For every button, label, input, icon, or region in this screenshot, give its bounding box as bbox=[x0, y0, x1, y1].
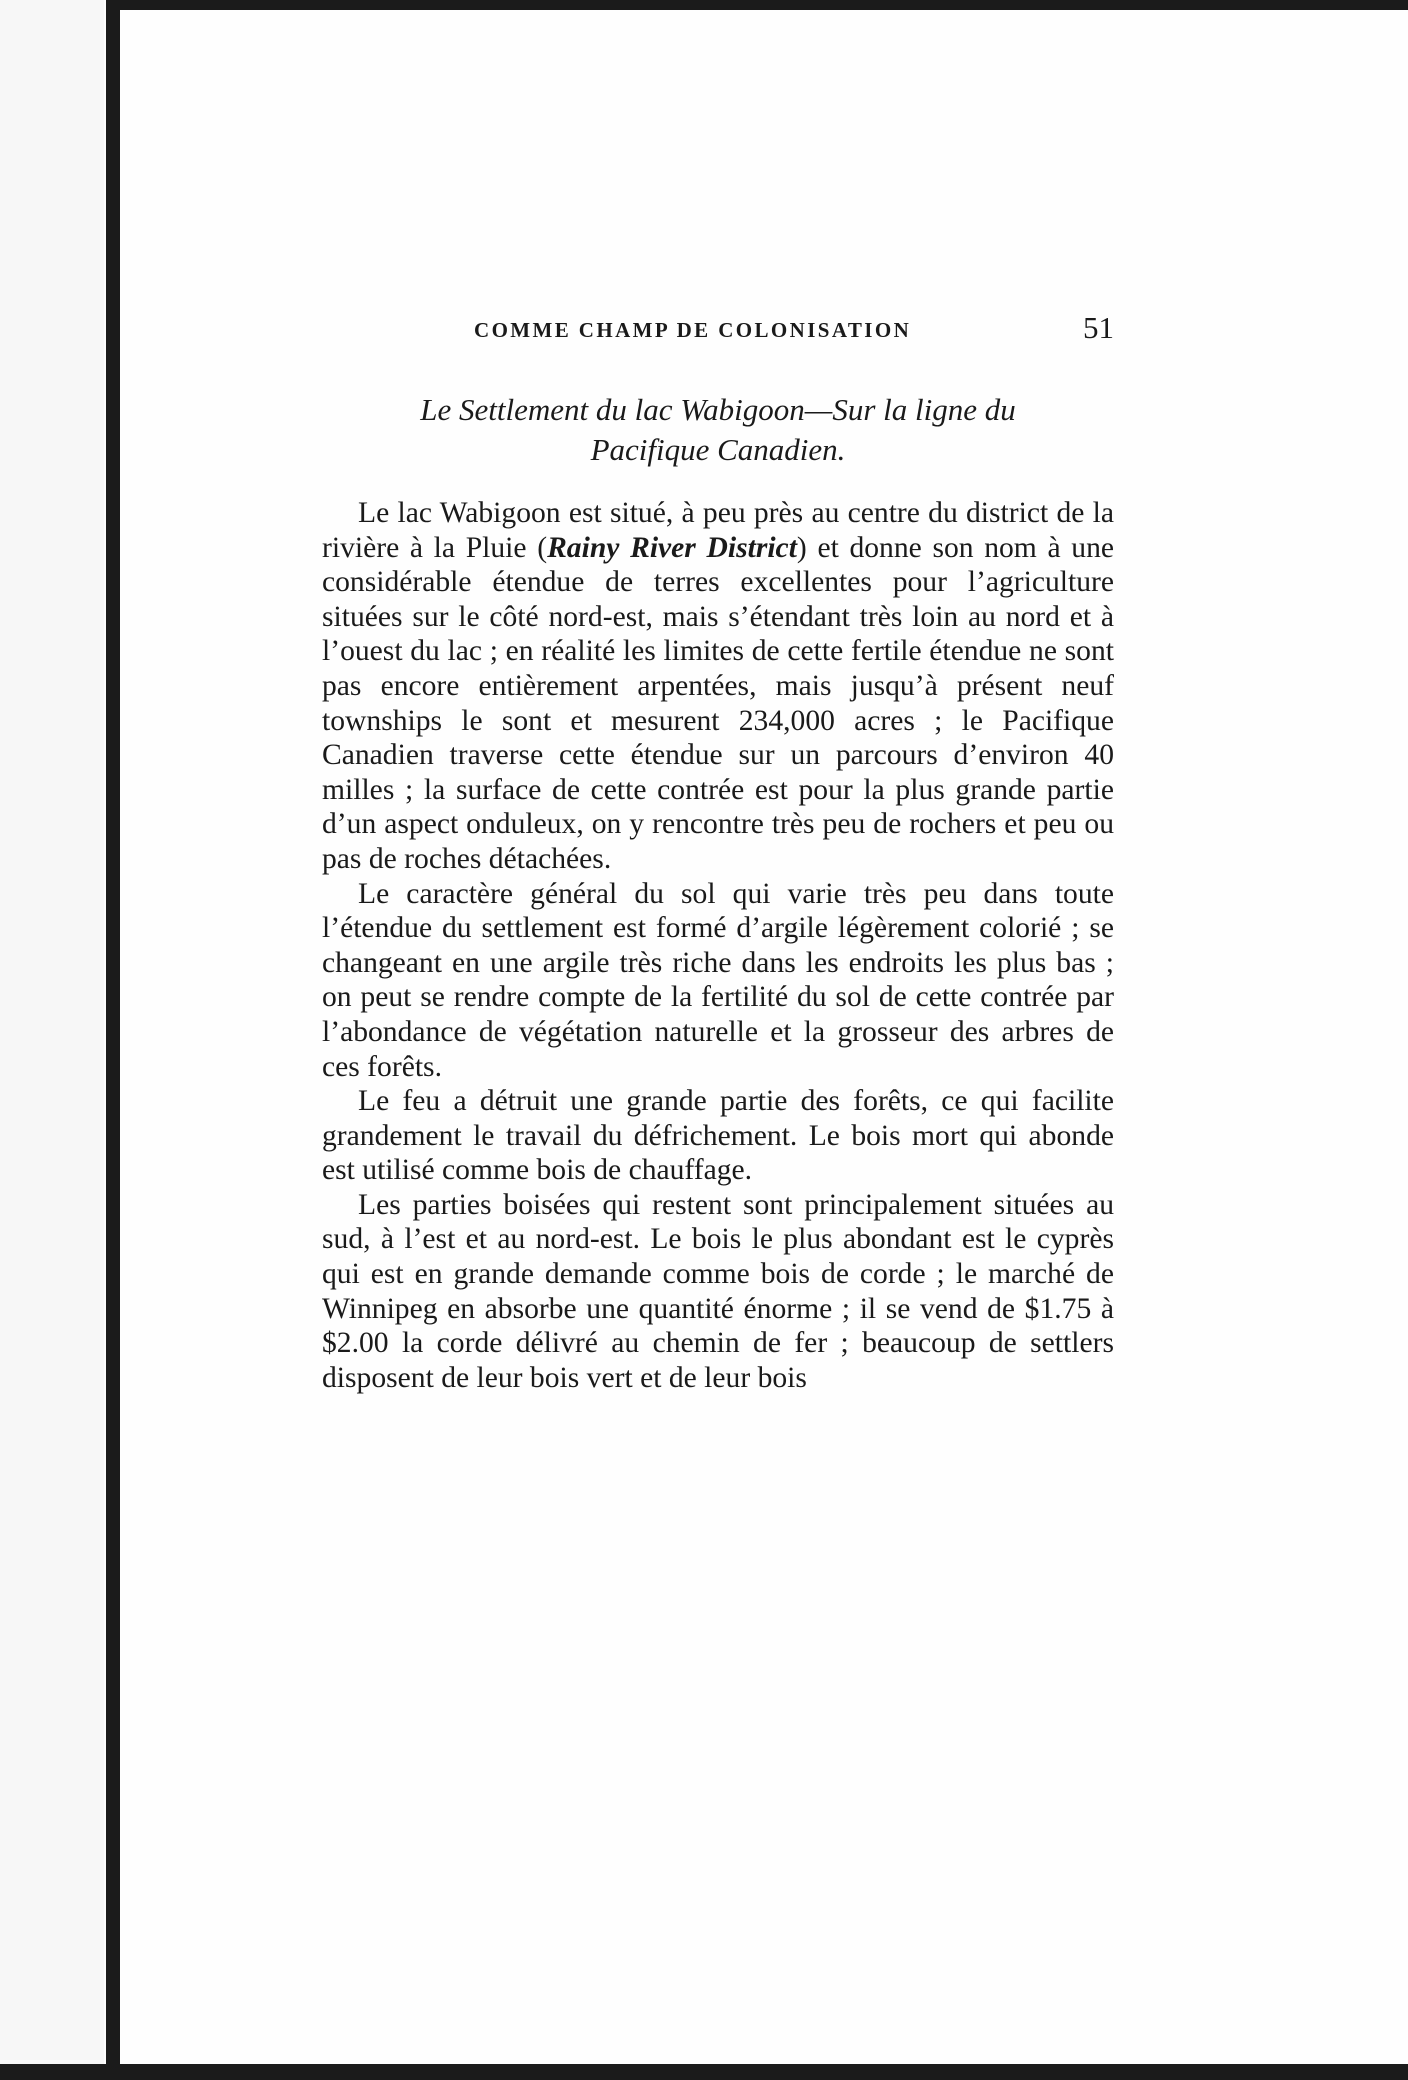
italic-district-name: Rainy River District bbox=[547, 531, 797, 564]
paragraph-1: Le lac Wabigoon est situé, à peu près au centre du district de la rivière à la Pluie (Rainy River District) et donne son nom à une considérable étendue de terres excellentes pour l’agriculture situées sur le côté nord-est, mais s’étendant très loin au nord et à l’ouest du lac ; en réalité les limites de cette fertile étendue ne sont pas encore entièrement arpentées, mais jusqu’à présent neuf townships le sont et mesurent 234,000 acres ; le Pacifique Canadien traverse cette étendue sur un parcours d’environ 40 milles ; la surface de cette contrée est pour la plus grande partie d’un aspect onduleux, on y rencontre très peu de rochers et peu ou pas de roches détachées. bbox=[322, 497, 1115, 875]
top-scan-edge bbox=[106, 0, 1408, 10]
paragraph-2: Le caractère général du sol qui varie très peu dans toute l’étendue du settlement est formé d’argile légèrement colorié ; se changeant en une argile très riche dans les endroits les plus bas ; on peut se rendre compte de la fertilité du sol de cette contrée par l’abondance de végétation naturelle et la grosseur des arbres de ces forêts. bbox=[322, 877, 1114, 1083]
section-title bbox=[322, 390, 1114, 470]
running-head: COMME CHAMP DE COLONISATION bbox=[474, 318, 912, 342]
section-title-line-2: Pacifique Canadien. bbox=[590, 432, 846, 467]
page-number: 51 bbox=[1083, 310, 1114, 345]
bottom-scan-edge bbox=[0, 2064, 1408, 2080]
body-text bbox=[322, 496, 1114, 1395]
section-title-line-1: Le Settlement du lac Wabigoon—Sur la ligne du bbox=[420, 392, 1016, 427]
paragraph-4: Les parties boisées qui restent sont principalement situées au sud, à l’est et au nord-est. Le bois le plus abondant est le cyprès qui est en grande demande comme bois de corde ; le marché de Winnipeg en absorbe une quantité énorme ; il se vend de $1.75 à $2.00 la corde délivré au chemin de fer ; beaucoup de settlers disposent de leur bois vert et de leur bois bbox=[322, 1188, 1114, 1394]
binding-gutter bbox=[106, 0, 120, 2080]
left-facing-page-edge bbox=[0, 0, 104, 2080]
paragraph-3: Le feu a détruit une grande partie des forêts, ce qui facilite grandement le travail du défrichement. Le bois mort qui abonde est utilisé comme bois de chauffage. bbox=[322, 1085, 1114, 1187]
page-header bbox=[474, 310, 1114, 350]
